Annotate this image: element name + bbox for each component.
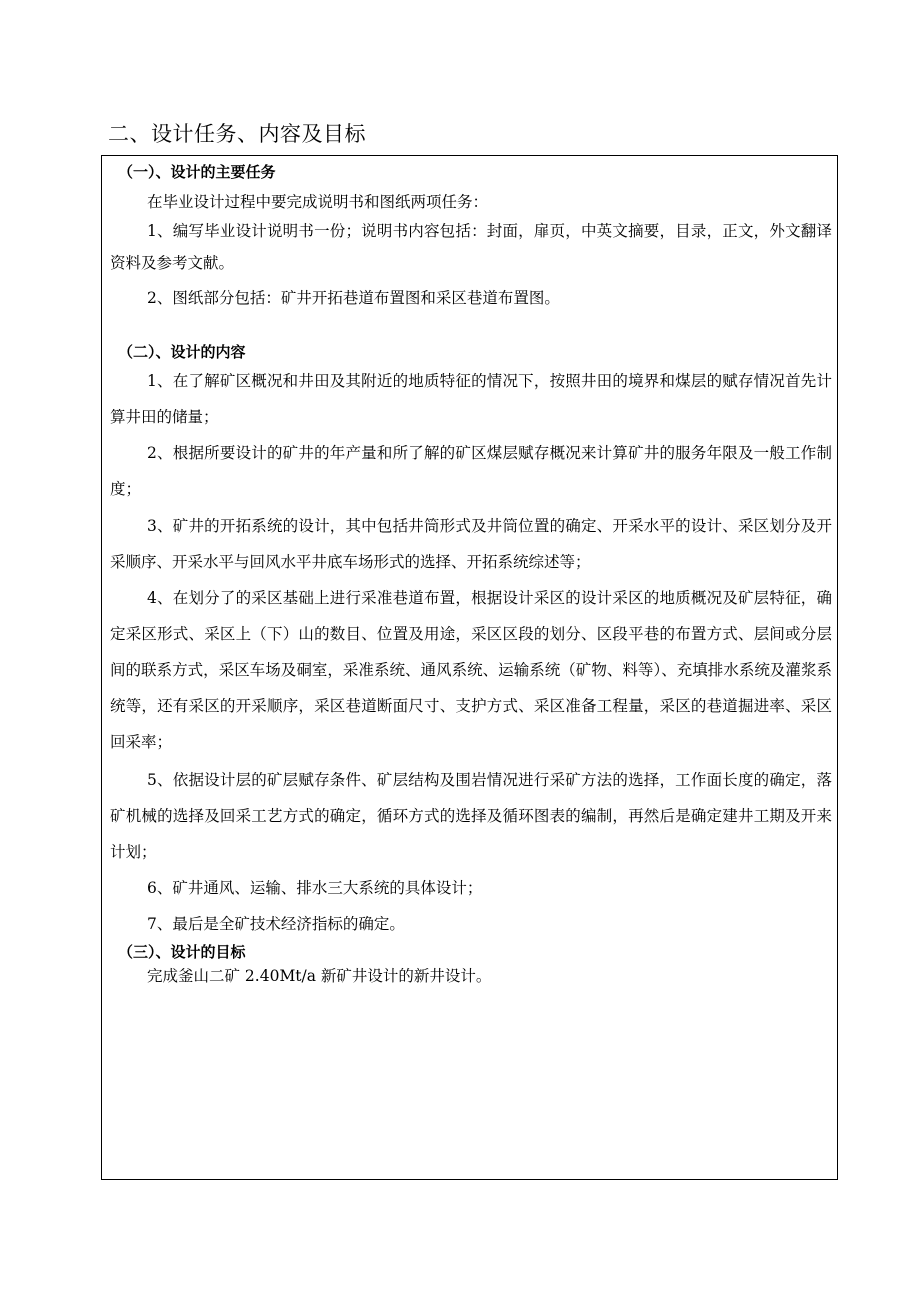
page-heading: 二、设计任务、内容及目标 xyxy=(108,122,366,146)
content-item-6: 6、矿井通风、运输、排水三大系统的具体设计； xyxy=(147,879,483,897)
task-item-1: 1、编写毕业设计说明书一份；说明书内容包括：封面，扉页，中英文摘要，目录，正文，外文翻译资料及参考文献。 xyxy=(110,222,832,272)
section-title-goals: （三）、设计的目标 xyxy=(118,943,246,961)
section-title-content: （二）、设计的内容 xyxy=(118,343,246,361)
content-item-2: 2、根据所要设计的矿井的年产量和所了解的矿区煤层赋存概况来计算矿井的服务年限及一般工作制度； xyxy=(110,444,832,498)
task-item-2: 2、图纸部分包括：矿井开拓巷道布置图和采区巷道布置图。 xyxy=(147,289,560,307)
goal-paragraph: 完成釜山二矿 2.40Mt/a 新矿井设计的新井设计。 xyxy=(147,967,492,985)
content-item-3: 3、矿井的开拓系统的设计，其中包括井筒形式及井筒位置的确定、开采水平的设计、采区划分及开采顺序、开采水平与回风水平井底车场形式的选择、开拓系统综述等； xyxy=(110,517,832,571)
content-item-4: 4、在划分了的采区基础上进行采准巷道布置，根据设计采区的设计采区的地质概况及矿层特征，确定采区形式、采区上（下）山的数目、位置及用途，采区区段的划分、区段平巷的布置方式、层间或分层间的联系方式，采区车场及硐室，采准系统、通风系统、运输系统（矿物、料等）、充填排水系统及灌浆系统等，还有采区的开采顺序，采区巷道断面尺寸、支护方式、采区准备工程量，采区的巷道掘进率、采区回采率； xyxy=(110,589,832,751)
task-intro-paragraph: 在毕业设计过程中要完成说明书和图纸两项任务： xyxy=(147,193,489,211)
content-item-7: 7、最后是全矿技术经济指标的确定。 xyxy=(147,915,405,933)
content-item-5: 5、依据设计层的矿层赋存条件、矿层结构及围岩情况进行采矿方法的选择，工作面长度的确定，落矿机械的选择及回采工艺方式的确定，循环方式的选择及循环图表的编制，再然后是确定建井工期及开来计划； xyxy=(110,771,832,861)
section-title-main-tasks: （一）、设计的主要任务 xyxy=(118,163,276,181)
content-item-1: 1、在了解矿区概况和井田及其附近的地质特征的情况下，按照井田的境界和煤层的赋存情况首先计算井田的储量； xyxy=(110,372,832,426)
